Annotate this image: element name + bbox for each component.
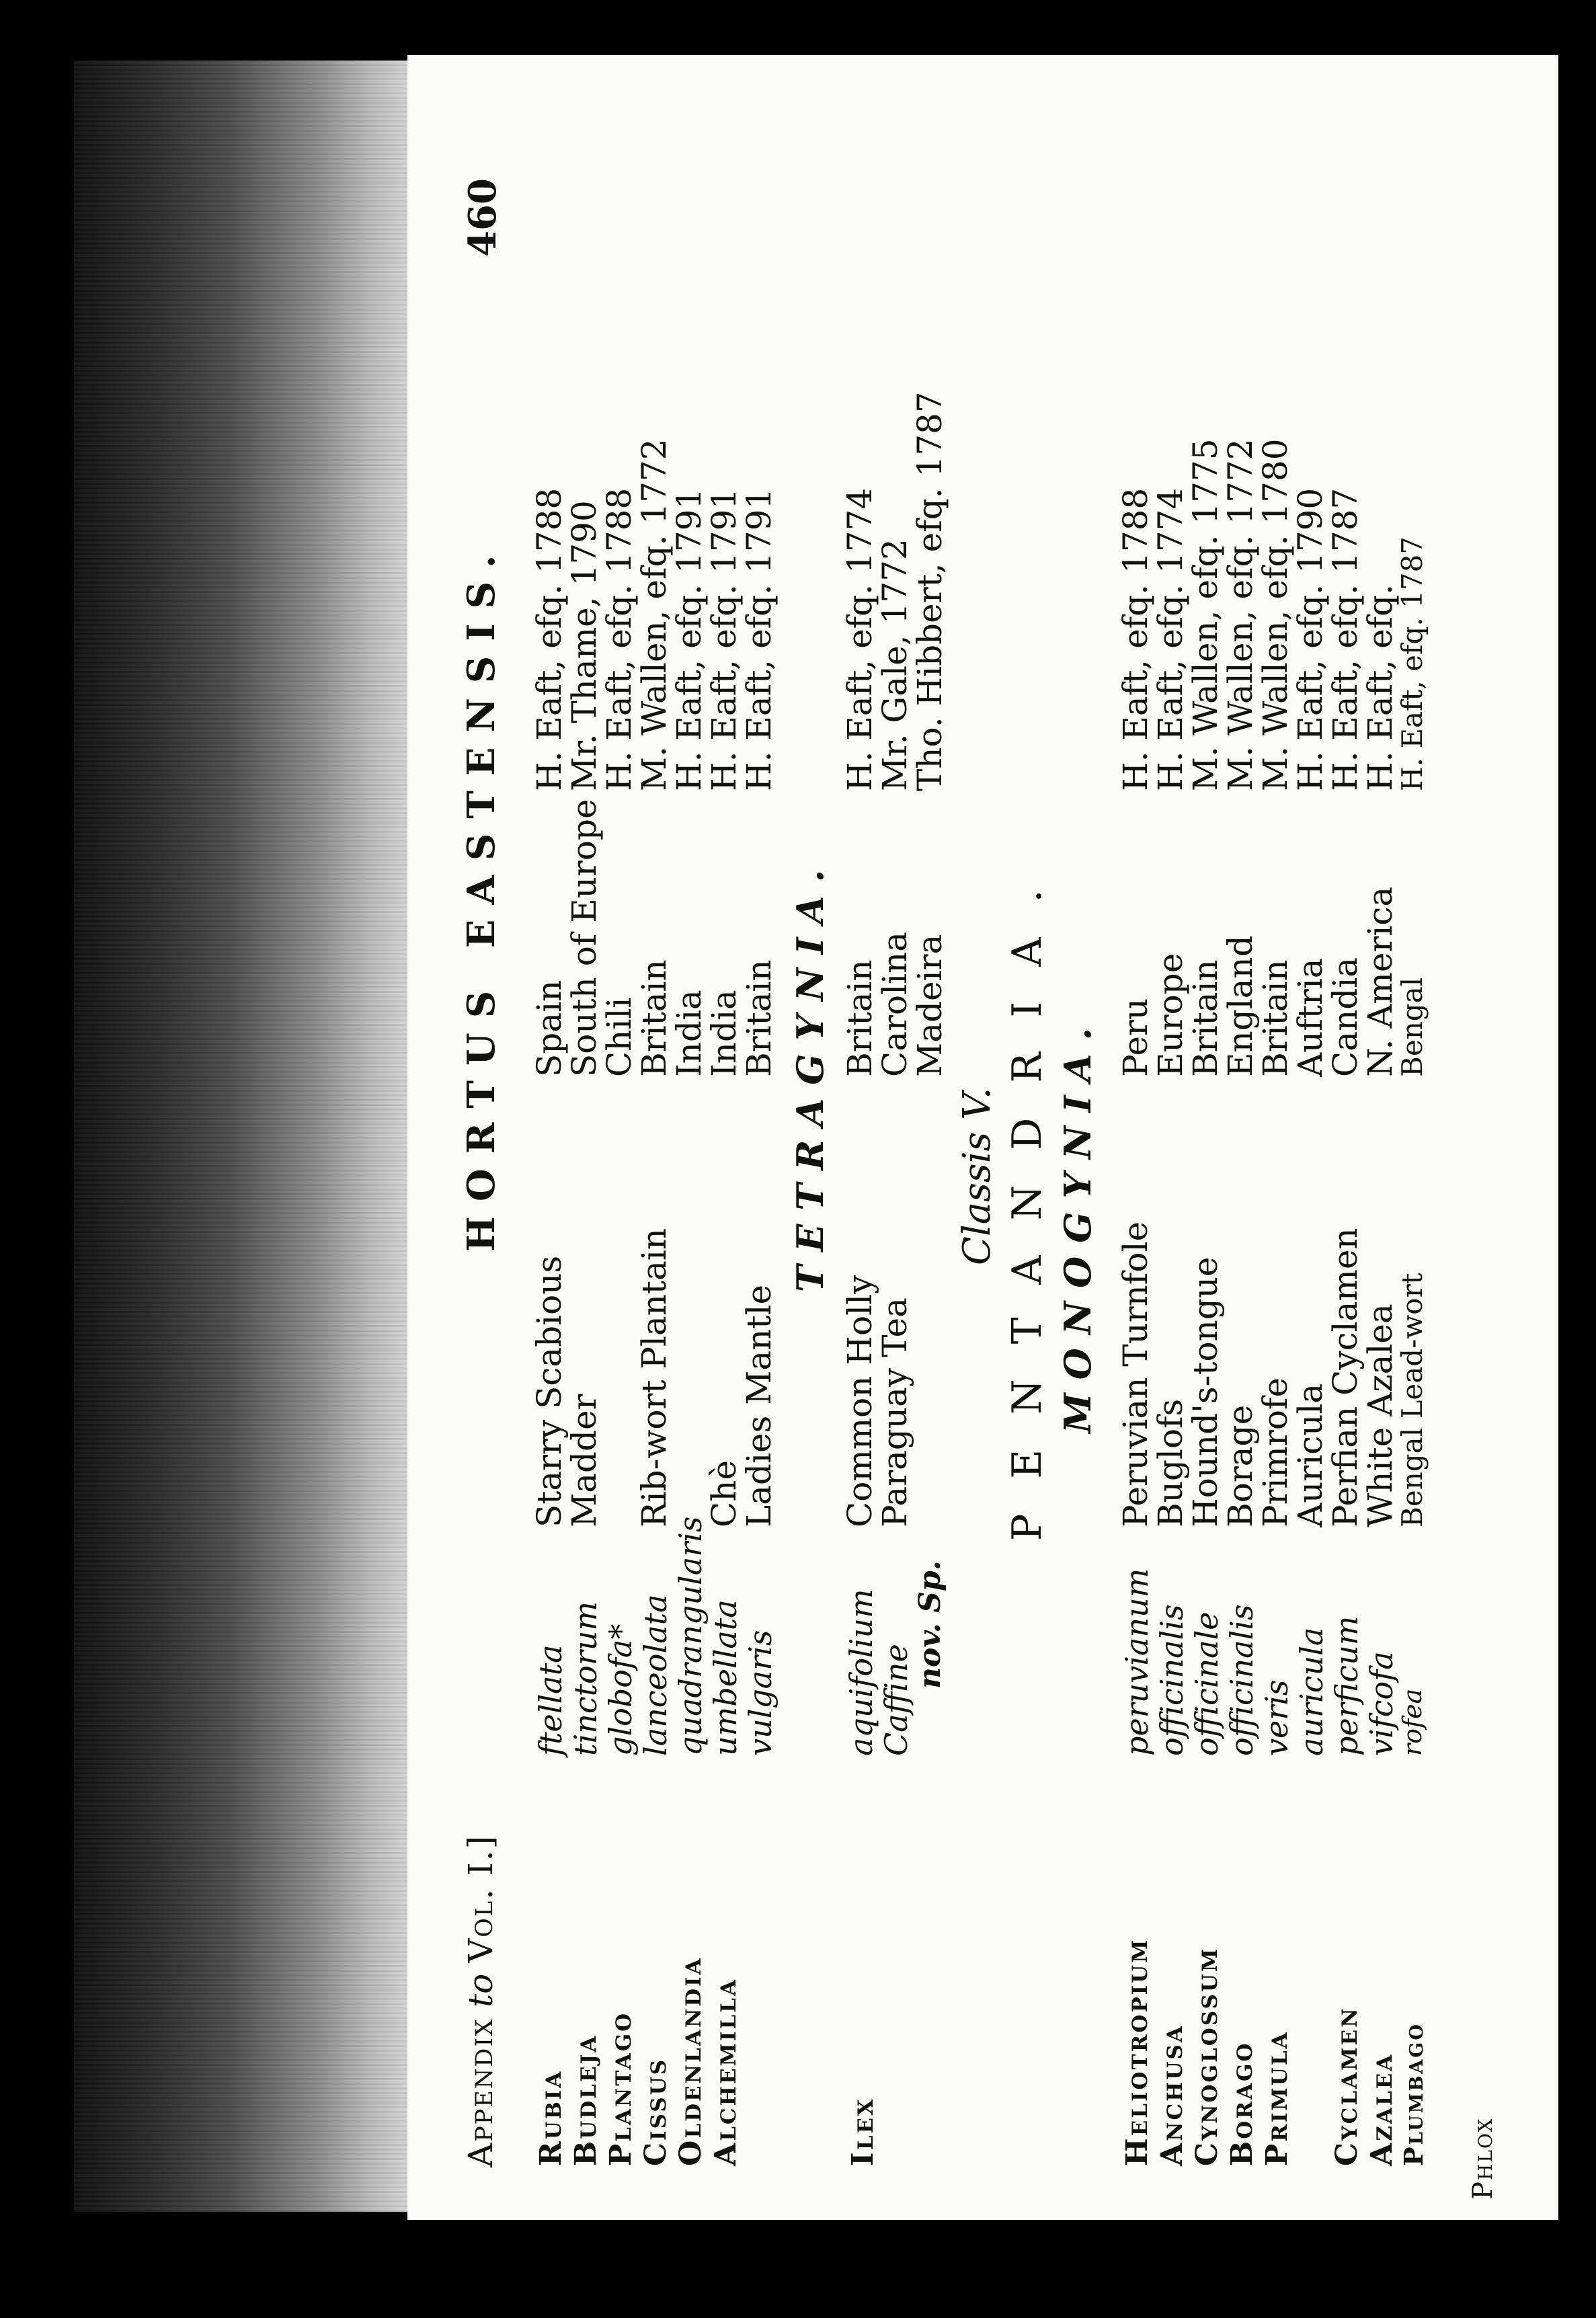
- species-name: aquifolium: [843, 1589, 879, 1756]
- genus-name: Plumbago: [1398, 2022, 1429, 2166]
- genus-name: Azalea: [1365, 2052, 1399, 2166]
- native-country: Candia: [1326, 957, 1365, 1077]
- introduced-by: H. Eaft, efq. 1788: [600, 487, 639, 791]
- english-name: Madder: [565, 1394, 604, 1527]
- introduced-by: H. Eaft, efq. 1790: [1291, 487, 1330, 791]
- species-name: officinalis: [1224, 1604, 1260, 1756]
- species-name: umbellata: [707, 1599, 744, 1756]
- genus-name: Oldenlandia: [674, 1956, 708, 2166]
- native-country: Auftria: [1291, 958, 1330, 1077]
- native-country: Chili: [600, 997, 639, 1077]
- genus-name: Anchusa: [1155, 2024, 1189, 2166]
- running-head-prefix: Appendix: [461, 2017, 500, 2167]
- native-country: Madeira: [910, 934, 949, 1077]
- genus-name: Budleja: [569, 2034, 603, 2166]
- introduced-by: H. Eaft, efq. 1791: [740, 487, 779, 791]
- introduced-by: H. Eaft, efq. 1787: [1326, 487, 1365, 791]
- genus-name: Ilex: [846, 2097, 880, 2166]
- genus-name: Borago: [1225, 2041, 1259, 2166]
- native-country: Britain: [840, 959, 879, 1077]
- introduced-by: M. Wallen, efq. 1772: [635, 438, 674, 791]
- species-name: officinale: [1189, 1611, 1225, 1756]
- species-name: officinalis: [1154, 1604, 1190, 1756]
- native-country: Peru: [1116, 998, 1155, 1077]
- native-country: Carolina: [875, 931, 914, 1077]
- species-name: veris: [1259, 1679, 1295, 1756]
- species-name: auricula: [1293, 1627, 1330, 1756]
- page-number: 460: [461, 178, 505, 257]
- introduced-by: H. Eaft, efq. 1774: [840, 487, 879, 791]
- english-name: Hound's-tongue: [1186, 1256, 1225, 1527]
- native-country: England: [1221, 935, 1260, 1077]
- species-name: globofa*: [602, 1624, 639, 1756]
- rotated-page-content: [407, 55, 1558, 2220]
- native-country: N. America: [1361, 886, 1400, 1077]
- genus-name: Cynoglossum: [1190, 1946, 1224, 2166]
- introduced-by: H. Eaft, efq.: [1361, 584, 1400, 791]
- species-name: peruvianum: [1119, 1568, 1155, 1756]
- species-name: ftellata: [532, 1644, 569, 1756]
- english-name: Perfian Cyclamen: [1326, 1228, 1365, 1527]
- native-country: India: [705, 990, 744, 1077]
- genus-name: Rubia: [534, 2069, 568, 2166]
- introduced-by: H. Eaft, efq. 1788: [1116, 487, 1155, 791]
- classis-label: Classis V.: [955, 1087, 999, 1265]
- introduced-by: H. Eaft, efq. 1791: [705, 487, 744, 791]
- english-name: Auricula: [1291, 1383, 1330, 1527]
- native-country: Britain: [1256, 959, 1295, 1077]
- book-page: [407, 55, 1558, 2220]
- genus-name: Primula: [1260, 2030, 1294, 2166]
- english-name: Peruvian Turnfole: [1116, 1221, 1155, 1527]
- running-head-to: to: [461, 1973, 500, 2007]
- introduced-by: Mr. Gale, 1772: [875, 538, 914, 791]
- genus-name: Alchemilla: [709, 1978, 743, 2166]
- english-name: Primrofe: [1256, 1377, 1295, 1527]
- introduced-by: M. Wallen, efq. 1780: [1256, 438, 1295, 791]
- introduced-by: Tho. Hibbert, efq. 1787: [910, 391, 949, 791]
- species-name: vulgaris: [742, 1630, 779, 1756]
- genus-name: Heliotropium: [1120, 1937, 1154, 2166]
- native-country: Bengal: [1396, 977, 1429, 1077]
- native-country: India: [670, 990, 709, 1077]
- english-name: Paraguay Tea: [875, 1297, 914, 1527]
- species-name: tinctorum: [567, 1601, 604, 1756]
- species-name: quadrangularis: [672, 1516, 709, 1756]
- native-country: Britain: [740, 959, 779, 1077]
- running-head: [461, 1834, 500, 2167]
- species-name: Caffine: [878, 1644, 914, 1756]
- native-country: Britain: [1186, 959, 1225, 1077]
- english-name: Common Holly: [840, 1275, 879, 1527]
- english-name: White Azalea: [1361, 1304, 1400, 1527]
- page-title: HORTUS EASTENSIS.: [459, 540, 504, 1252]
- classis-name: PENTANDRIA.: [1004, 854, 1051, 1541]
- running-head-vol: Vol. I.]: [461, 1834, 500, 1963]
- introduced-by: H. Eaft, efq. 1774: [1151, 487, 1190, 791]
- species-name: nov. Sp.: [913, 1560, 947, 1689]
- native-country: South of Europe: [565, 799, 604, 1077]
- species-name: perficum: [1328, 1615, 1365, 1756]
- english-name: Starry Scabious: [530, 1255, 569, 1527]
- introduced-by: Mr. Thame, 1790: [565, 500, 604, 791]
- species-name: lanceolata: [637, 1594, 674, 1756]
- native-country: Spain: [530, 980, 569, 1077]
- english-name: Ladies Mantle: [740, 1284, 779, 1527]
- genus-name: Cyclamen: [1330, 2006, 1364, 2166]
- genus-name: Plantago: [604, 2011, 638, 2166]
- order-heading-tetragynia: TETRAGYNIA.: [789, 856, 832, 1292]
- genus-name: Cissus: [639, 2057, 673, 2166]
- book-spine-texture: [74, 61, 410, 2212]
- introduced-by: H. Eaft, efq. 1791: [670, 487, 709, 791]
- introduced-by: H. Eaft, efq. 1787: [1396, 536, 1429, 791]
- species-name: rofea: [1398, 1688, 1427, 1756]
- introduced-by: M. Wallen, efq. 1775: [1186, 438, 1225, 791]
- order-heading-monogynia: MONOGYNIA.: [1056, 1014, 1099, 1433]
- english-name: Rib-wort Plantain: [635, 1228, 674, 1527]
- species-name: vifcofa: [1363, 1651, 1400, 1756]
- english-name: Buglofs: [1151, 1398, 1190, 1527]
- introduced-by: M. Wallen, efq. 1772: [1221, 438, 1260, 791]
- english-name: Bengal Lead-wort: [1396, 1273, 1429, 1527]
- catchword: Phlox: [1468, 2117, 1499, 2200]
- introduced-by: H. Eaft, efq. 1788: [530, 487, 569, 791]
- english-name: Chè: [705, 1460, 744, 1527]
- english-name: Borage: [1221, 1404, 1260, 1527]
- native-country: Europe: [1151, 953, 1190, 1077]
- native-country: Britain: [635, 959, 674, 1077]
